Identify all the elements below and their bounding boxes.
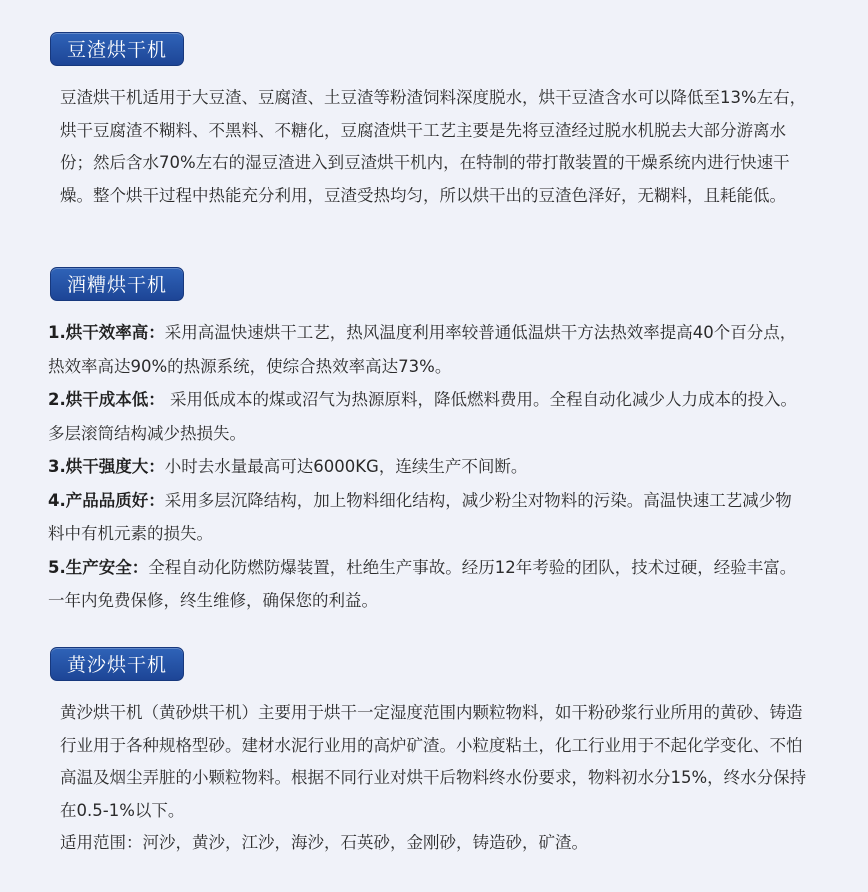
section-body-bean-dregs: 豆渣烘干机适用于大豆渣、豆腐渣、土豆渣等粉渣饲料深度脱水，烘干豆渣含水可以降低至13%左右，烘干豆腐渣不糊料、不黑料、不糖化，豆腐渣烘干工艺主要是先将豆渣经过脱水机脱去大部分游离水份；然后含水70%左右的湿豆渣进入到豆渣烘干机内，在特制的带打散装置的干燥系统内进行快速干燥。整个烘干过程中热能充分利用，豆渣受热均匀，所以烘干出的豆渣色泽好，无糊料，且耗能低。 bbox=[60, 88, 807, 205]
item-label: 3.烘干强度大： bbox=[48, 457, 165, 476]
item-text: 小时去水量最高可达6000KG，连续生产不间断。 bbox=[164, 457, 528, 476]
item-text: 采用低成本的煤或沼气为热源原料，降低燃料费用。全程自动化减少人力成本的投入。 多层滚筒结构减少热损失。 bbox=[48, 390, 797, 443]
item-label: 5.生产安全： bbox=[48, 557, 149, 577]
section-title-yellow-sand: 黄沙烘干机 bbox=[50, 647, 184, 681]
item-label: 4.产品品质好： bbox=[48, 490, 165, 510]
section-body-text: 黄沙烘干机（黄砂烘干机）主要用于烘干一定湿度范围内颗粒物料，如干粉砂浆行业所用的黄砂、铸造行业用于各种规格型砂。建材水泥行业用的高炉矿渣。小粒度粘土，化工行业用于不起化学变化、不怕高温及烟尘弄脏的小颗粒物料。根据不同行业对烘干后物料终水份要求，物料初水分15%，终水分保持在0.5-1%以下。 bbox=[60, 703, 807, 820]
item-text: 采用高温快速烘干工艺，热风温度利用率较普通低温烘干方法热效率提高40个百分点，热效率高达90%的热源系统，使综合热效率高达73%。 bbox=[48, 323, 797, 376]
item-label: 1.烘干效率高： bbox=[48, 323, 165, 342]
section-body-yellow-sand bbox=[60, 697, 808, 860]
application-scope: 适用范围：河沙，黄沙，江沙，海沙，石英砂，金刚砂，铸造砂，矿渣。 bbox=[60, 833, 588, 852]
section-title-bean-dregs: 豆渣烘干机 bbox=[50, 32, 184, 66]
list-item bbox=[48, 450, 808, 484]
list-item bbox=[48, 551, 808, 618]
list-item bbox=[48, 316, 808, 383]
item-label: 2.烘干成本低： bbox=[48, 390, 165, 409]
item-text: 全程自动化防燃防爆装置，杜绝生产事故。经历12年考验的团队，技术过硬，经验丰富。一年内免费保修，终生维修，确保您的利益。 bbox=[48, 557, 797, 610]
list-item bbox=[48, 484, 808, 551]
list-item bbox=[48, 383, 808, 450]
section-title-distillers-grains: 酒糟烘干机 bbox=[50, 267, 184, 301]
item-text: 采用多层沉降结构，加上物料细化结构，减少粉尘对物料的污染。高温快速工艺减少物料中有机元素的损失。 bbox=[48, 490, 792, 543]
feature-list bbox=[48, 316, 808, 618]
